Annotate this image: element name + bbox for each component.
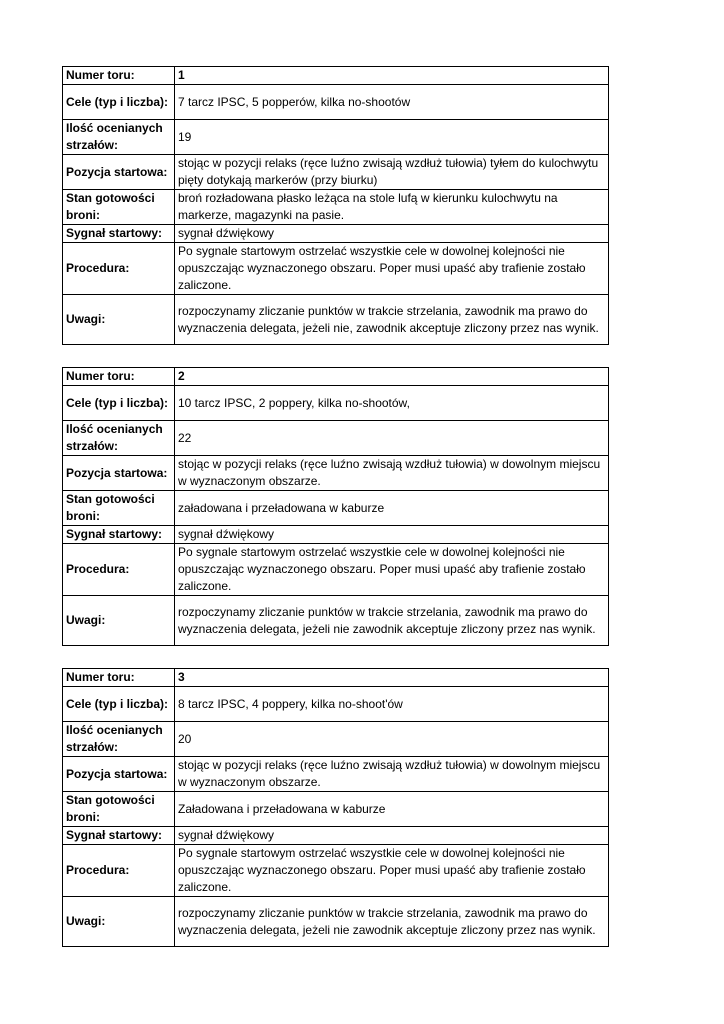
value-uwagi: rozpoczynamy zliczanie punktów w trakcie strzelania, zawodnik ma prawo do wyznaczenia delegata, jeżeli nie, zawodnik akceptuje zliczony przez nas wynik. — [175, 295, 609, 345]
row-pozycja — [63, 155, 609, 190]
value-sygnal: sygnał dźwiękowy — [175, 526, 609, 544]
label-stan: Stan gotowości broni: — [63, 792, 175, 827]
row-uwagi — [63, 295, 609, 345]
label-ilosc: Ilość ocenianych strzałów: — [63, 120, 175, 155]
label-cele: Cele (typ i liczba): — [63, 386, 175, 421]
row-cele — [63, 85, 609, 120]
row-pozycja — [63, 456, 609, 491]
label-uwagi: Uwagi: — [63, 897, 175, 947]
value-cele: 8 tarcz IPSC, 4 poppery, kilka no-shoot'ów — [175, 687, 609, 722]
row-stan — [63, 792, 609, 827]
value-uwagi: rozpoczynamy zliczanie punktów w trakcie strzelania, zawodnik ma prawo do wyznaczenia delegata, jeżeli nie zawodnik akceptuje zliczony przez nas wynik. — [175, 596, 609, 646]
label-sygnal: Sygnał startowy: — [63, 526, 175, 544]
row-uwagi — [63, 596, 609, 646]
value-procedura: Po sygnale startowym ostrzelać wszystkie cele w dowolnej kolejności nie opuszczając wyznaczonego obszaru. Poper musi upaść aby trafienie zostało zaliczone. — [175, 845, 609, 897]
label-cele: Cele (typ i liczba): — [63, 687, 175, 722]
row-procedura — [63, 544, 609, 596]
row-stan — [63, 190, 609, 225]
value-procedura: Po sygnale startowym ostrzelać wszystkie cele w dowolnej kolejności nie opuszczając wyznaczonego obszaru. Poper musi upaść aby trafienie zostało zaliczone. — [175, 243, 609, 295]
value-cele: 7 tarcz IPSC, 5 popperów, kilka no-shootów — [175, 85, 609, 120]
row-ilosc — [63, 722, 609, 757]
label-sygnal: Sygnał startowy: — [63, 827, 175, 845]
value-stan: załadowana i przeładowana w kaburze — [175, 491, 609, 526]
row-procedura — [63, 243, 609, 295]
label-stan: Stan gotowości broni: — [63, 491, 175, 526]
label-cele: Cele (typ i liczba): — [63, 85, 175, 120]
row-cele — [63, 687, 609, 722]
stage-table — [62, 668, 609, 947]
label-numer-toru: Numer toru: — [63, 669, 175, 687]
value-numer-toru: 3 — [175, 669, 609, 687]
value-ilosc: 20 — [175, 722, 609, 757]
row-uwagi — [63, 897, 609, 947]
value-ilosc: 19 — [175, 120, 609, 155]
value-numer-toru: 2 — [175, 368, 609, 386]
label-uwagi: Uwagi: — [63, 596, 175, 646]
row-pozycja — [63, 757, 609, 792]
value-pozycja: stojąc w pozycji relaks (ręce luźno zwisają wzdłuż tułowia) tyłem do kulochwytu pięty dotykają markerów (przy biurku) — [175, 155, 609, 190]
label-procedura: Procedura: — [63, 243, 175, 295]
value-stan: Załadowana i przeładowana w kaburze — [175, 792, 609, 827]
value-cele: 10 tarcz IPSC, 2 poppery, kilka no-shootów, — [175, 386, 609, 421]
label-procedura: Procedura: — [63, 845, 175, 897]
value-pozycja: stojąc w pozycji relaks (ręce luźno zwisają wzdłuż tułowia) w dowolnym miejscu w wyznaczonym obszarze. — [175, 757, 609, 792]
row-numer-toru — [63, 669, 609, 687]
value-sygnal: sygnał dźwiękowy — [175, 225, 609, 243]
label-numer-toru: Numer toru: — [63, 368, 175, 386]
label-pozycja: Pozycja startowa: — [63, 757, 175, 792]
row-procedura — [63, 845, 609, 897]
label-ilosc: Ilość ocenianych strzałów: — [63, 421, 175, 456]
label-uwagi: Uwagi: — [63, 295, 175, 345]
row-ilosc — [63, 421, 609, 456]
row-sygnal — [63, 827, 609, 845]
label-ilosc: Ilość ocenianych strzałów: — [63, 722, 175, 757]
row-numer-toru — [63, 368, 609, 386]
label-sygnal: Sygnał startowy: — [63, 225, 175, 243]
label-pozycja: Pozycja startowa: — [63, 456, 175, 491]
value-ilosc: 22 — [175, 421, 609, 456]
label-pozycja: Pozycja startowa: — [63, 155, 175, 190]
row-sygnal — [63, 526, 609, 544]
stage-table — [62, 66, 609, 345]
row-ilosc — [63, 120, 609, 155]
value-procedura: Po sygnale startowym ostrzelać wszystkie cele w dowolnej kolejności nie opuszczając wyznaczonego obszaru. Poper musi upaść aby trafienie zostało zaliczone. — [175, 544, 609, 596]
value-stan: broń rozładowana płasko leżąca na stole lufą w kierunku kulochwytu na markerze, magazynki na pasie. — [175, 190, 609, 225]
value-sygnal: sygnał dźwiękowy — [175, 827, 609, 845]
row-cele — [63, 386, 609, 421]
stage-table — [62, 367, 609, 646]
row-numer-toru — [63, 67, 609, 85]
label-procedura: Procedura: — [63, 544, 175, 596]
label-stan: Stan gotowości broni: — [63, 190, 175, 225]
value-numer-toru: 1 — [175, 67, 609, 85]
label-numer-toru: Numer toru: — [63, 67, 175, 85]
value-uwagi: rozpoczynamy zliczanie punktów w trakcie strzelania, zawodnik ma prawo do wyznaczenia delegata, jeżeli nie zawodnik akceptuje zliczony przez nas wynik. — [175, 897, 609, 947]
value-pozycja: stojąc w pozycji relaks (ręce luźno zwisają wzdłuż tułowia) w dowolnym miejscu w wyznaczonym obszarze. — [175, 456, 609, 491]
row-stan — [63, 491, 609, 526]
row-sygnal — [63, 225, 609, 243]
